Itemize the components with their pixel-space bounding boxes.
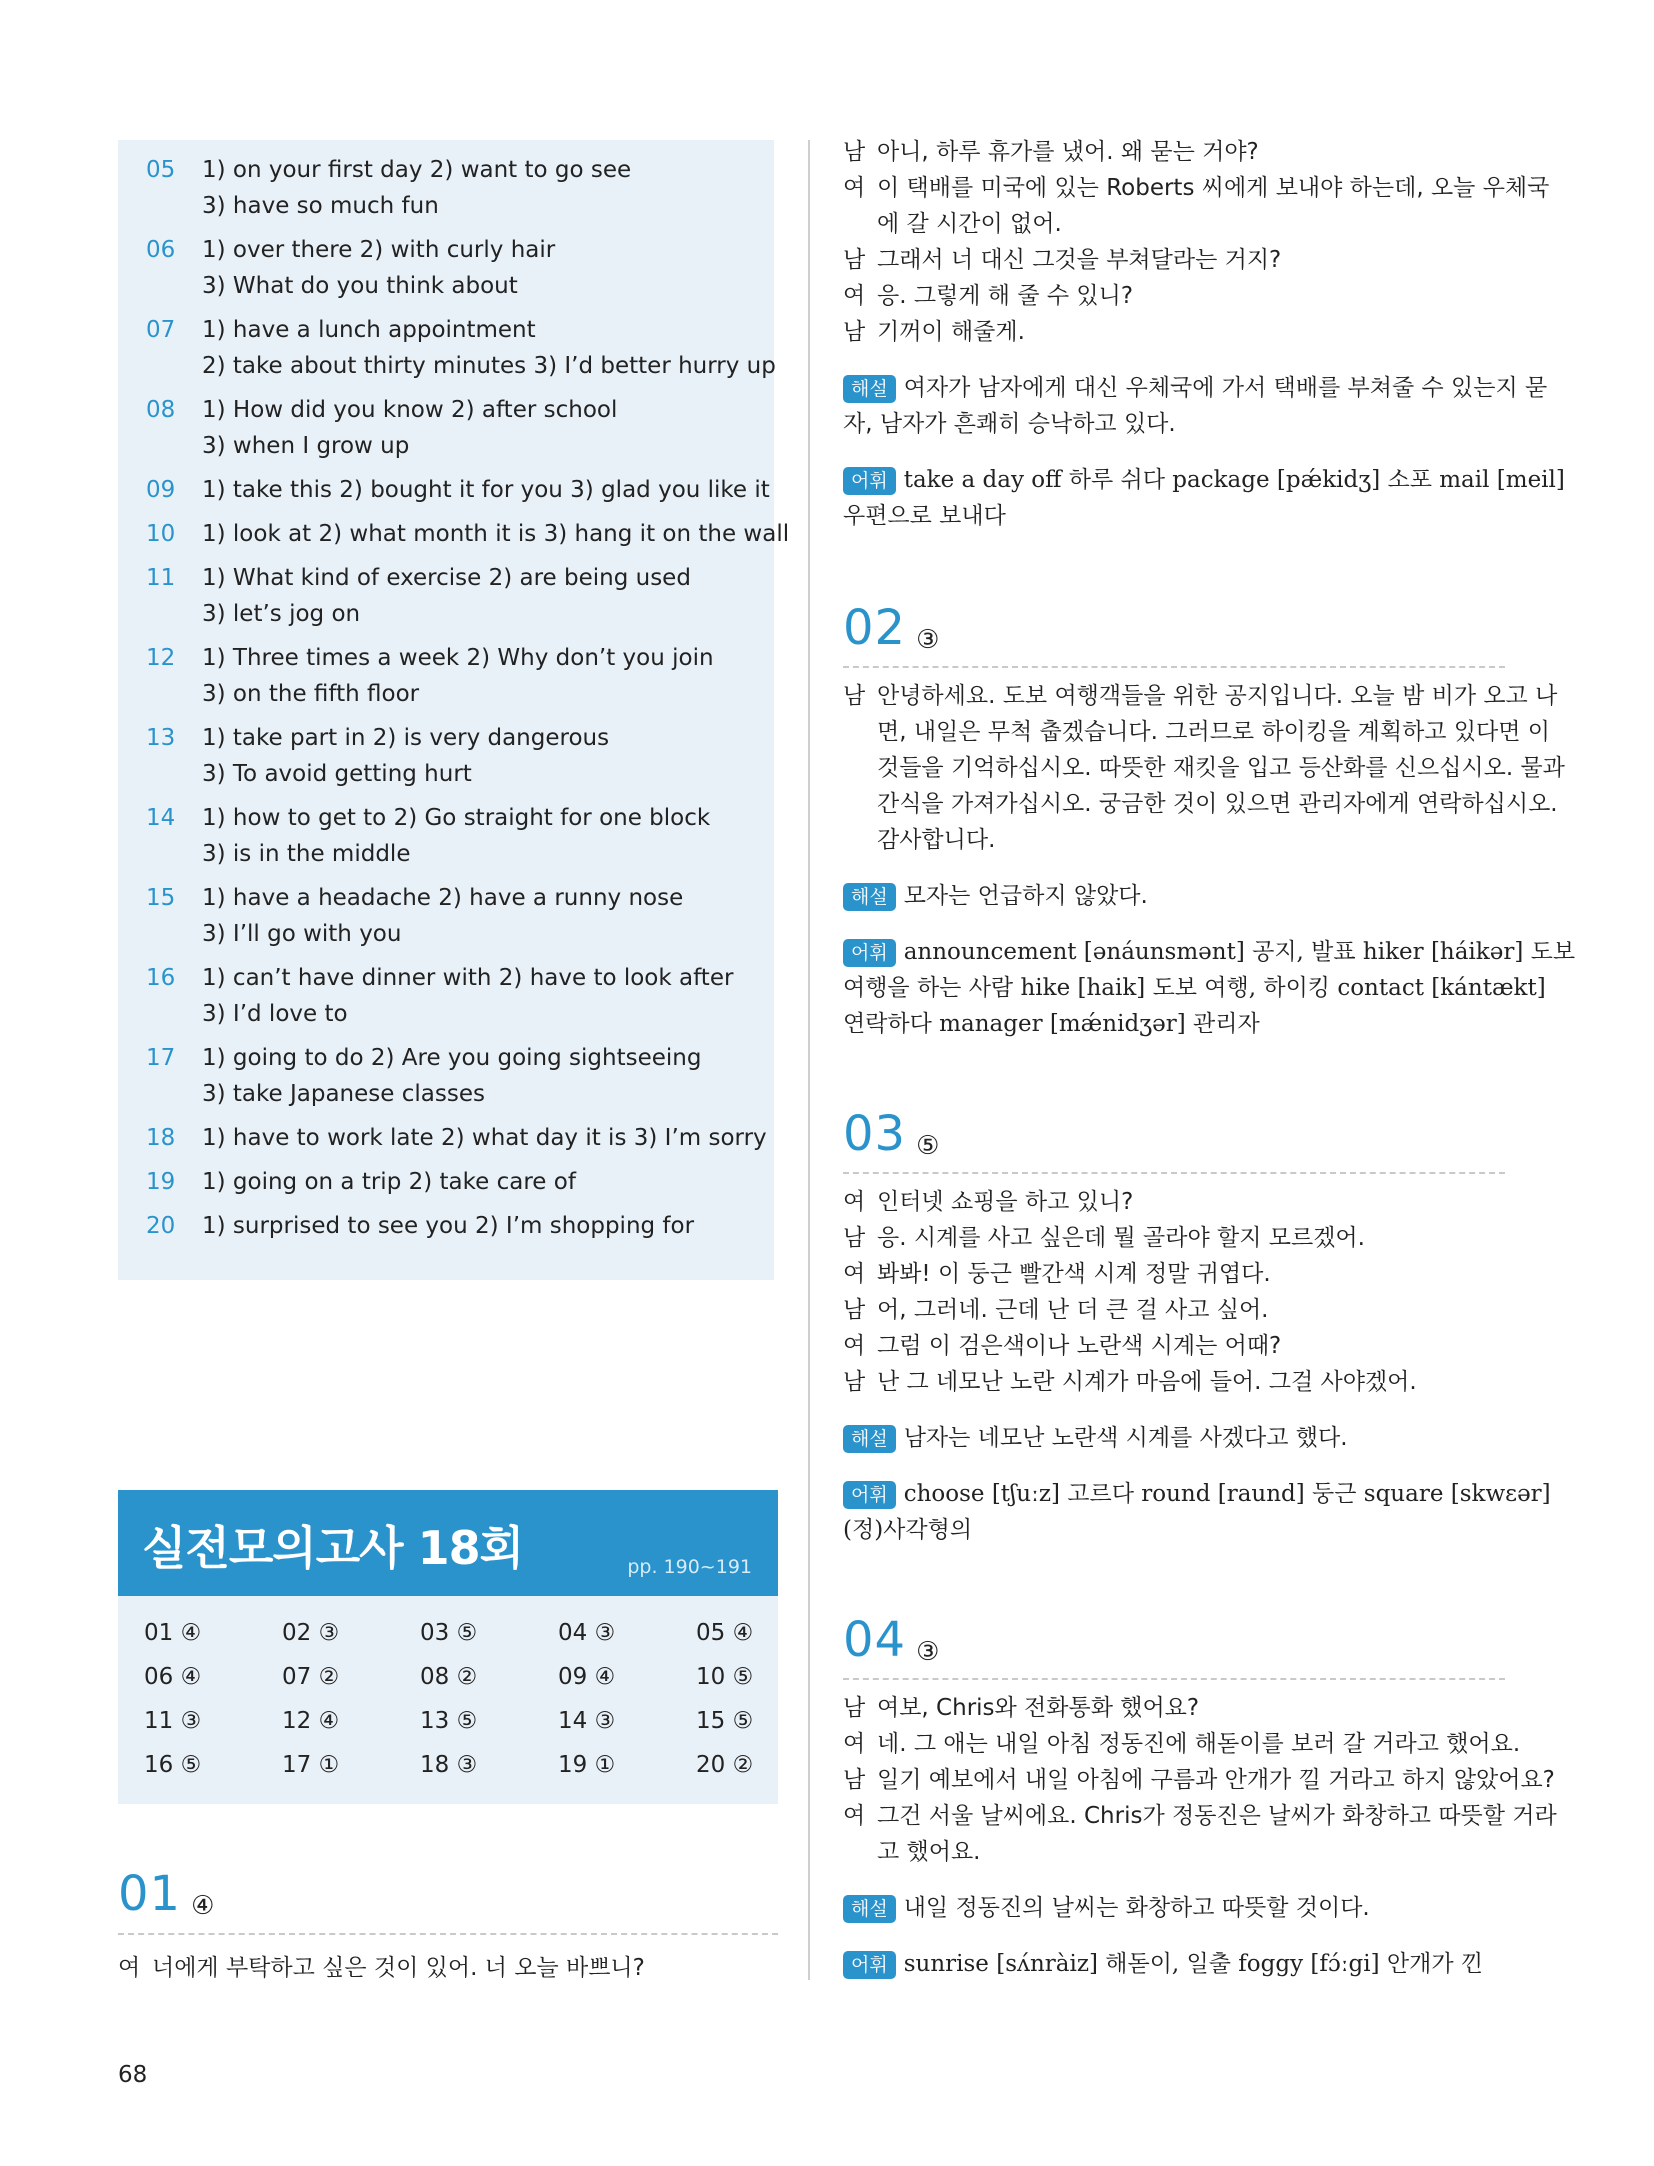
question-01-head [118, 1866, 214, 1922]
vocabulary-line [843, 462, 1565, 498]
answer-lines [202, 1040, 762, 1112]
vocabulary-note [843, 934, 1575, 1042]
explanation-tag: 해설 [843, 375, 896, 403]
vocabulary-note [843, 462, 1565, 534]
grid-answer: 18 ③ [420, 1752, 478, 1778]
vocabulary-note [843, 1476, 1551, 1548]
vocabulary-line [843, 970, 1575, 1006]
vocabulary-tag: 어휘 [843, 1481, 896, 1509]
answer-number: 05 [146, 157, 176, 183]
answer-lines [202, 1164, 762, 1200]
answer-line: 3) What do you think about [202, 273, 518, 299]
explanation-text: 모자는 언급하지 않았다. [903, 883, 1148, 909]
answer-line: 3) To avoid getting hurt [202, 761, 472, 787]
grid-answer: 13 ⑤ [420, 1708, 478, 1734]
answer-line: 1) how to get to 2) Go straight for one block [202, 805, 711, 831]
dialogue-text [877, 314, 1025, 350]
dialogue-text-line: 일기 예보에서 내일 아침에 구름과 안개가 낄 거라고 하지 않았어요? [877, 1767, 1555, 1793]
answer-line: 1) going on a trip 2) take care of [202, 1169, 576, 1195]
speaker-label: 남 [843, 1369, 866, 1395]
dialogue-text [877, 1292, 1268, 1328]
vocabulary-text: sunrise [sʌ́nràiz] 해돋이, 일출 foggy [fɔ́ːgi] 안개가 낀 [903, 1951, 1484, 1977]
grid-answer: 17 ① [282, 1752, 340, 1778]
question-number: 01 [118, 1866, 182, 1922]
dialogue-text-line: 여보, Chris와 전화통화 했어요? [877, 1695, 1200, 1721]
answer-lines [202, 472, 770, 508]
answer-line: 1) take this 2) bought it for you 3) glad you like it [202, 477, 770, 503]
vocabulary-text: take a day off 하루 쉬다 package [pǽkidʒ] 소포 mail [meil] [903, 467, 1565, 493]
dialogue-text-line: 그럼 이 검은색이나 노란색 시계는 어때? [877, 1333, 1282, 1359]
question-rule [843, 1678, 1505, 1680]
speaker-label: 여 [843, 1261, 866, 1287]
vocabulary-line [843, 498, 1565, 534]
grid-answer: 20 ② [696, 1752, 754, 1778]
dialogue-text [877, 1256, 1271, 1292]
grid-answer: 16 ⑤ [144, 1752, 202, 1778]
vocabulary-text: 우편으로 보내다 [843, 503, 1006, 529]
dialogue-text [877, 1726, 1520, 1762]
question-answer: ④ [191, 1890, 215, 1921]
dialogue-text-line: 어, 그러네. 근데 난 더 큰 걸 사고 싶어. [877, 1297, 1269, 1323]
column-divider [808, 140, 810, 1980]
answer-number: 18 [146, 1125, 176, 1151]
vocabulary-tag: 어휘 [843, 1951, 896, 1979]
vocabulary-tag: 어휘 [843, 939, 896, 967]
speaker-label: 여 [843, 1189, 866, 1215]
answer-number: 15 [146, 885, 176, 911]
speaker-label: 남 [843, 1767, 866, 1793]
speaker-label: 남 [843, 1225, 866, 1251]
dialogue-text [877, 134, 1259, 170]
question-03-head [843, 1106, 939, 1162]
grid-answer: 07 ② [282, 1664, 340, 1690]
answer-line: 1) take part in 2) is very dangerous [202, 725, 610, 751]
answer-line: 3) take Japanese classes [202, 1081, 485, 1107]
answer-number: 12 [146, 645, 176, 671]
dialogue-text [877, 1364, 1417, 1400]
speaker-label: 남 [843, 1297, 866, 1323]
dialogue-text-line: 에 갈 시간이 없어. [877, 211, 1062, 237]
test-header [118, 1490, 778, 1596]
dialogue-text [877, 242, 1281, 278]
answer-number: 13 [146, 725, 176, 751]
answer-number: 11 [146, 565, 176, 591]
dialogue-text [877, 170, 1549, 242]
vocabulary-text: announcement [ənáunsmənt] 공지, 발표 hiker [háikər] 도보 [903, 939, 1576, 965]
grid-answer: 10 ⑤ [696, 1664, 754, 1690]
answer-line: 3) when I grow up [202, 433, 410, 459]
dialogue-text [877, 1690, 1199, 1726]
answer-number: 06 [146, 237, 176, 263]
answer-lines [202, 1208, 762, 1244]
grid-answer: 03 ⑤ [420, 1620, 478, 1646]
dialogue-text [877, 278, 1133, 314]
dialogue-text [877, 678, 1565, 858]
answer-grid [118, 1596, 778, 1804]
answer-lines [202, 516, 790, 552]
explanation-line [843, 370, 1547, 406]
grid-answer: 12 ④ [282, 1708, 340, 1734]
vocabulary-text: (정)사각형의 [843, 1517, 973, 1543]
answer-lines [202, 312, 776, 384]
explanation-text: 남자는 네모난 노란색 시계를 사겠다고 했다. [903, 1425, 1348, 1451]
dialogue-text-line: 응. 시계를 사고 싶은데 뭘 골라야 할지 모르겠어. [877, 1225, 1365, 1251]
answer-line: 1) look at 2) what month it is 3) hang it on the wall [202, 521, 790, 547]
vocabulary-text: 여행을 하는 사람 hike [haik] 도보 여행, 하이킹 contact [kántækt] [843, 975, 1546, 1001]
answer-number: 17 [146, 1045, 176, 1071]
vocabulary-line [843, 1946, 1483, 1982]
speaker-label: 여 [118, 1955, 141, 1981]
answer-line: 2) take about thirty minutes 3) I’d better hurry up [202, 353, 776, 379]
speaker-label: 여 [843, 175, 866, 201]
answer-number: 16 [146, 965, 176, 991]
grid-answer: 06 ④ [144, 1664, 202, 1690]
answer-lines [202, 392, 762, 464]
explanation-text: 내일 정동진의 날씨는 화창하고 따뜻할 것이다. [903, 1895, 1370, 1921]
speaker-label: 남 [843, 683, 866, 709]
explanation-note [843, 1890, 1370, 1926]
dialogue-text-line: 감사합니다. [877, 827, 996, 853]
answer-line: 1) have a lunch appointment [202, 317, 536, 343]
dialogue-text [877, 1184, 1133, 1220]
question-number: 03 [843, 1106, 907, 1162]
speaker-label: 여 [843, 1333, 866, 1359]
vocabulary-text: 연락하다 manager [mǽnidʒər] 관리자 [843, 1011, 1260, 1037]
answer-line: 3) have so much fun [202, 193, 439, 219]
explanation-line [843, 1420, 1348, 1456]
explanation-tag: 해설 [843, 883, 896, 911]
dialogue-text [877, 1762, 1555, 1798]
grid-answer: 11 ③ [144, 1708, 202, 1734]
explanation-note [843, 878, 1148, 914]
question-04-head [843, 1612, 939, 1668]
vocabulary-note [843, 1946, 1483, 1982]
dialogue-text [877, 1220, 1365, 1256]
test-pages: pp. 190~191 [627, 1556, 752, 1578]
explanation-tag: 해설 [843, 1425, 896, 1453]
dialogue-text-line: 너에게 부탁하고 싶은 것이 있어. 너 오늘 바쁘니? [152, 1955, 645, 1981]
question-rule [118, 1933, 778, 1935]
question-number: 04 [843, 1612, 907, 1668]
answer-number: 08 [146, 397, 176, 423]
answer-number: 20 [146, 1213, 176, 1239]
answer-number: 10 [146, 521, 176, 547]
dialogue-text-line: 난 그 네모난 노란 시계가 마음에 들어. 그걸 사야겠어. [877, 1369, 1417, 1395]
test-title: 실전모의고사 18회 [142, 1521, 524, 1575]
answer-lines [202, 960, 762, 1032]
speaker-label: 남 [843, 139, 866, 165]
question-rule [843, 666, 1505, 668]
dialogue-text [877, 1328, 1281, 1364]
answer-line: 1) have a headache 2) have a runny nose [202, 885, 684, 911]
grid-answer: 02 ③ [282, 1620, 340, 1646]
dialogue-text-line: 것들을 기억하십시오. 따뜻한 재킷을 입고 등산화를 신으십시오. 물과 [877, 755, 1565, 781]
vocabulary-line [843, 934, 1575, 970]
answer-line: 1) What kind of exercise 2) are being used [202, 565, 691, 591]
explanation-text: 여자가 남자에게 대신 우체국에 가서 택배를 부쳐줄 수 있는지 묻 [903, 375, 1548, 401]
grid-answer: 04 ③ [558, 1620, 616, 1646]
dialogue-text-line: 안녕하세요. 도보 여행객들을 위한 공지입니다. 오늘 밤 비가 오고 나 [877, 683, 1558, 709]
page-number: 68 [118, 2062, 148, 2088]
dialogue-text-line: 인터넷 쇼핑을 하고 있니? [877, 1189, 1134, 1215]
vocabulary-text: choose [tʃuːz] 고르다 round [raund] 둥근 square [skwεər] [903, 1481, 1551, 1507]
answer-number: 14 [146, 805, 176, 831]
explanation-line [843, 878, 1148, 914]
answer-lines [202, 232, 762, 304]
answer-line: 1) surprised to see you 2) I’m shopping for [202, 1213, 695, 1239]
dialogue-text-line: 기꺼이 해줄게. [877, 319, 1025, 345]
speaker-label: 여 [843, 283, 866, 309]
answer-lines [202, 800, 762, 872]
dialogue-text-line: 이 택배를 미국에 있는 Roberts 씨에게 보내야 하는데, 오늘 우체국 [877, 175, 1550, 201]
question-answer: ③ [916, 1636, 940, 1667]
dialogue-text-line: 고 했어요. [877, 1839, 981, 1865]
answer-line: 1) Three times a week 2) Why don’t you join [202, 645, 714, 671]
answer-lines [202, 1120, 767, 1156]
speaker-label: 남 [843, 1695, 866, 1721]
vocabulary-line [843, 1006, 1575, 1042]
dialogue-text [877, 1798, 1557, 1870]
answer-lines [202, 560, 762, 632]
answer-line: 3) on the fifth floor [202, 681, 420, 707]
answer-line: 3) I’ll go with you [202, 921, 402, 947]
vocabulary-tag: 어휘 [843, 467, 896, 495]
grid-answer: 09 ④ [558, 1664, 616, 1690]
answer-line: 1) going to do 2) Are you going sightseeing [202, 1045, 702, 1071]
explanation-tag: 해설 [843, 1895, 896, 1923]
speaker-label: 여 [843, 1803, 866, 1829]
dialogue-text-line: 네. 그 애는 내일 아침 정동진에 해돋이를 보러 갈 거라고 했어요. [877, 1731, 1521, 1757]
explanation-text: 자, 남자가 흔쾌히 승낙하고 있다. [843, 411, 1176, 437]
grid-answer: 19 ① [558, 1752, 616, 1778]
grid-answer: 01 ④ [144, 1620, 202, 1646]
dialogue-text-line: 아니, 하루 휴가를 냈어. 왜 묻는 거야? [877, 139, 1259, 165]
question-answer: ⑤ [916, 1130, 940, 1161]
speaker-label: 남 [843, 319, 866, 345]
explanation-note [843, 1420, 1348, 1456]
question-02-head [843, 600, 939, 656]
dialogue-text-line: 봐봐! 이 둥근 빨간색 시계 정말 귀엽다. [877, 1261, 1271, 1287]
explanation-line [843, 406, 1547, 442]
dialogue-text-line: 응. 그렇게 해 줄 수 있니? [877, 283, 1134, 309]
answer-line: 1) can’t have dinner with 2) have to look after [202, 965, 734, 991]
answer-line: 3) I’d love to [202, 1001, 348, 1027]
dialogue-text-line: 면, 내일은 무척 춥겠습니다. 그러므로 하이킹을 계획하고 있다면 이 [877, 719, 1550, 745]
dialogue-text-line: 그건 서울 날씨에요. Chris가 정동진은 날씨가 화창하고 따뜻할 거라 [877, 1803, 1557, 1829]
speaker-label: 남 [843, 247, 866, 273]
vocabulary-line [843, 1512, 1551, 1548]
answer-key-box [118, 140, 790, 1280]
vocabulary-line [843, 1476, 1551, 1512]
answer-line: 3) let’s jog on [202, 601, 361, 627]
answer-lines [202, 880, 762, 952]
answer-lines [202, 152, 762, 224]
answer-line: 1) over there 2) with curly hair [202, 237, 556, 263]
grid-answer: 08 ② [420, 1664, 478, 1690]
question-answer: ③ [916, 624, 940, 655]
grid-answer: 15 ⑤ [696, 1708, 754, 1734]
dialogue-text-line: 간식을 가져가십시오. 궁금한 것이 있으면 관리자에게 연락하십시오. [877, 791, 1558, 817]
answer-number: 09 [146, 477, 176, 503]
answer-lines [202, 640, 762, 712]
grid-answer: 14 ③ [558, 1708, 616, 1734]
dialogue-text [152, 1950, 645, 1986]
answer-line: 1) on your first day 2) want to go see [202, 157, 632, 183]
answer-number: 07 [146, 317, 176, 343]
answer-line: 1) How did you know 2) after school [202, 397, 618, 423]
explanation-note [843, 370, 1547, 442]
answer-line: 3) is in the middle [202, 841, 411, 867]
explanation-line [843, 1890, 1370, 1926]
answer-number: 19 [146, 1169, 176, 1195]
speaker-label: 여 [843, 1731, 866, 1757]
question-rule [843, 1172, 1505, 1174]
answer-line: 1) have to work late 2) what day it is 3) I’m sorry [202, 1125, 767, 1151]
question-number: 02 [843, 600, 907, 656]
dialogue-text-line: 그래서 너 대신 그것을 부쳐달라는 거지? [877, 247, 1282, 273]
answer-lines [202, 720, 762, 792]
grid-answer: 05 ④ [696, 1620, 754, 1646]
